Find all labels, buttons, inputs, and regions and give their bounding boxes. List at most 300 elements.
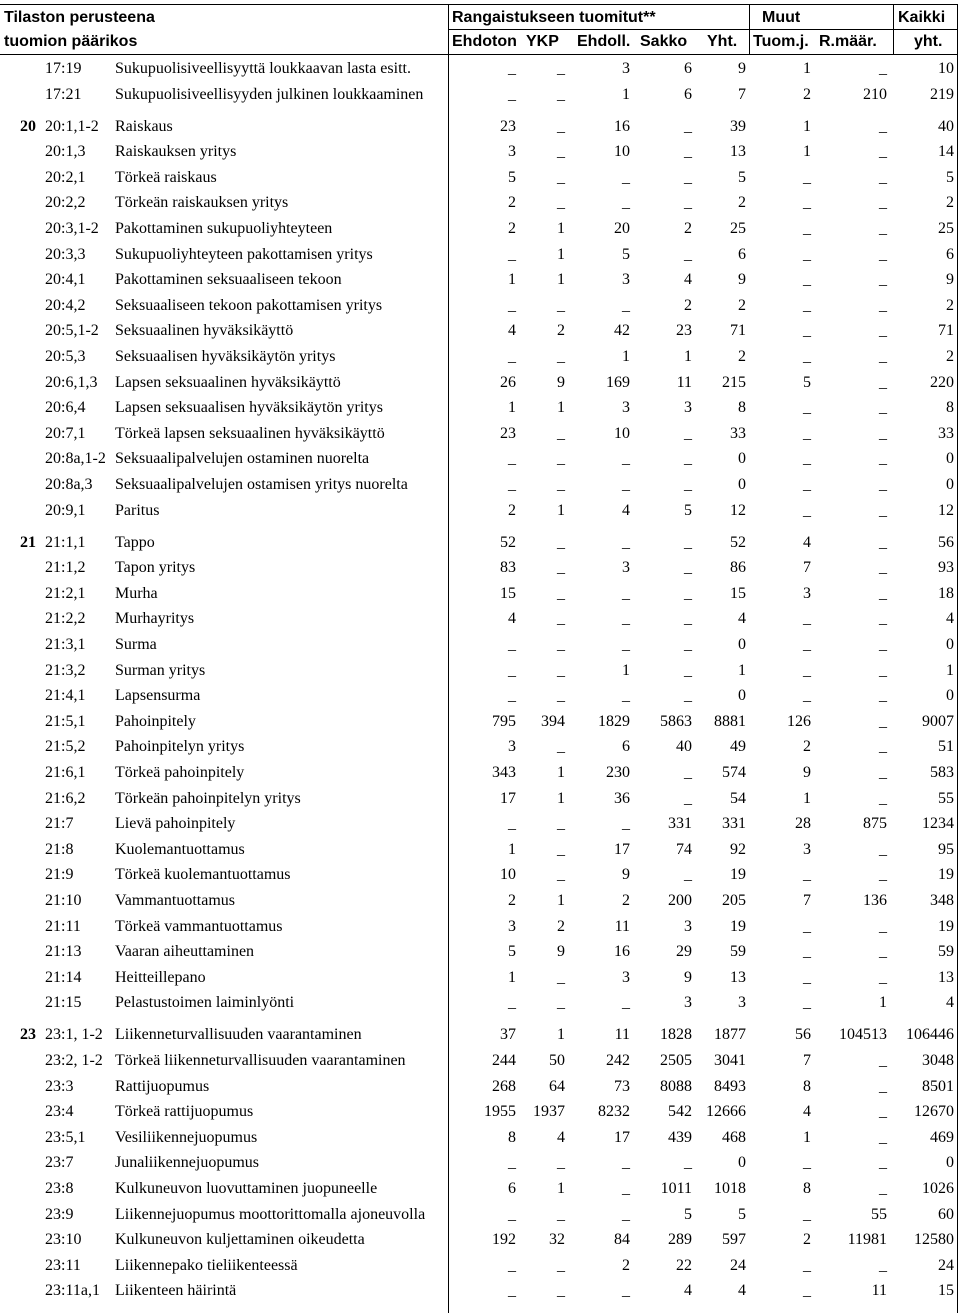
row-value: 574 (722, 764, 746, 781)
row-value: 2 (508, 194, 516, 212)
row-code: 21:5,1 (45, 712, 86, 730)
row-value: _ (557, 815, 565, 833)
row-value: 64 (549, 1077, 565, 1095)
row-value: 1 (557, 271, 565, 289)
row-value: 583 (930, 764, 954, 781)
row-value: _ (879, 866, 887, 884)
row-value: _ (803, 687, 811, 705)
table-row (0, 56, 960, 82)
row-value: _ (622, 610, 630, 628)
header-group-muut: Muut (762, 9, 801, 26)
row-value: 13 (938, 968, 954, 986)
column-divider-yht (749, 4, 750, 54)
row-value: 12 (730, 501, 746, 519)
row-value: 15 (500, 584, 516, 602)
row-value: 60 (938, 1205, 954, 1223)
row-value: 136 (863, 892, 887, 909)
row-value: 1 (622, 85, 630, 103)
row-value: _ (508, 1256, 516, 1274)
row-value: 3 (684, 917, 692, 935)
row-code: 17:21 (45, 85, 82, 103)
row-value: _ (879, 60, 887, 77)
row-value: _ (879, 1052, 887, 1069)
table-row (0, 82, 960, 108)
row-code: 21:6,2 (45, 789, 86, 807)
row-value: 5 (508, 943, 516, 961)
table-row (0, 344, 960, 370)
row-description: Törkeän raiskauksen yritys (115, 194, 289, 212)
row-code: 21:15 (45, 994, 82, 1012)
row-description: Liikennepako tieliikenteessä (115, 1256, 298, 1274)
row-value: 0 (946, 476, 954, 493)
row-value: 1 (557, 245, 565, 263)
row-code: 20:4,1 (45, 271, 86, 289)
row-value: _ (879, 424, 887, 442)
row-description: Seksuaalipalvelujen ostaminen nuorelta (115, 450, 370, 468)
row-value: 4 (803, 1103, 811, 1121)
row-value: _ (684, 533, 692, 551)
row-value: 169 (606, 373, 630, 391)
row-description: Kulkuneuvon kuljettaminen oikeudetta (115, 1231, 365, 1249)
row-value: _ (879, 296, 887, 314)
row-value: _ (508, 348, 516, 365)
row-code: 21:6,1 (45, 764, 86, 781)
row-value: 71 (938, 322, 954, 340)
row-value: 2 (738, 348, 746, 365)
row-value: _ (684, 866, 692, 884)
row-value: 597 (722, 1231, 746, 1249)
row-value: 8088 (660, 1077, 692, 1095)
row-value: _ (684, 245, 692, 263)
row-value: 0 (946, 636, 954, 653)
row-value: _ (803, 943, 811, 961)
row-value: _ (684, 687, 692, 705)
row-value: 2 (803, 85, 811, 103)
row-value: 205 (722, 892, 746, 909)
row-value: 18 (938, 584, 954, 602)
table-row (0, 862, 960, 888)
row-code: 21:5,2 (45, 738, 86, 756)
row-value: 8881 (714, 712, 746, 730)
row-value: 1 (803, 143, 811, 161)
row-value: _ (803, 348, 811, 365)
row-value: _ (803, 424, 811, 442)
row-value: 6 (684, 60, 692, 77)
row-value: 23 (676, 322, 692, 340)
row-value: 4 (946, 994, 954, 1012)
row-value: _ (803, 501, 811, 519)
row-value: 8 (803, 1077, 811, 1095)
row-code: 21:7 (45, 815, 74, 833)
table-row (0, 1022, 960, 1048)
row-value: 23 (500, 424, 516, 442)
row-code: 20:2,2 (45, 194, 86, 212)
table-row (0, 734, 960, 760)
row-code: 23:7 (45, 1154, 74, 1172)
table-row (0, 606, 960, 632)
row-code: 20:5,1-2 (45, 322, 99, 340)
row-value: _ (879, 943, 887, 961)
row-value: 25 (730, 220, 746, 237)
row-value: _ (803, 917, 811, 935)
row-value: 10 (614, 143, 630, 161)
table-header (0, 0, 960, 56)
row-value: _ (508, 296, 516, 314)
row-group: 20 (20, 117, 36, 135)
row-description: Törkeä pahoinpitely (115, 764, 245, 781)
row-value: _ (508, 815, 516, 833)
header-bottom-border (0, 54, 958, 55)
row-value: 2 (557, 917, 565, 935)
row-value: _ (879, 322, 887, 340)
row-value: 8501 (922, 1077, 954, 1095)
header-kaikki-yht: yht. (914, 33, 943, 50)
row-value: 1 (557, 892, 565, 909)
table-row (0, 1099, 960, 1125)
row-code: 20:8a,3 (45, 476, 93, 493)
header-ykp: YKP (526, 33, 559, 50)
row-value: _ (684, 168, 692, 186)
row-value: 24 (938, 1256, 954, 1274)
row-value: 11 (614, 917, 630, 935)
row-code: 17:19 (45, 60, 82, 77)
row-value: _ (879, 1180, 887, 1197)
table-row (0, 709, 960, 735)
row-value: _ (622, 476, 630, 493)
row-value: 7 (803, 1052, 811, 1069)
row-value: 5 (946, 168, 954, 186)
row-value: _ (557, 1154, 565, 1172)
table-row (0, 395, 960, 421)
row-value: 2 (946, 296, 954, 314)
row-value: 1018 (714, 1180, 746, 1197)
row-value: 49 (730, 738, 746, 756)
table-row (0, 555, 960, 581)
header-group-kaikki: Kaikki (898, 9, 946, 26)
row-value: 1 (803, 60, 811, 77)
row-value: 8 (803, 1180, 811, 1197)
header-tuomj: Tuom.j. (753, 33, 809, 50)
row-value: _ (557, 994, 565, 1012)
row-value: _ (684, 476, 692, 493)
row-value: 2 (508, 220, 516, 237)
row-value: _ (508, 245, 516, 263)
row-value: 5 (684, 1205, 692, 1223)
row-description: Törkeän pahoinpitelyn yritys (115, 789, 301, 807)
row-value: 3 (622, 399, 630, 417)
row-value: 6 (946, 245, 954, 263)
row-value: 1 (508, 840, 516, 858)
row-description: Lievä pahoinpitely (115, 815, 236, 833)
row-description: Sukupuolisiveellisyyttä loukkaavan lasta esitt. (115, 60, 411, 77)
row-description: Pelastustoimen laiminlyönti (115, 994, 295, 1012)
row-value: 1 (557, 764, 565, 781)
table-row (0, 1176, 960, 1202)
row-description: Liikenneturvallisuuden vaarantaminen (115, 1026, 362, 1044)
row-value: 39 (730, 117, 746, 135)
row-value: 9007 (922, 712, 954, 730)
row-value: 1 (684, 348, 692, 365)
row-value: _ (879, 738, 887, 756)
row-code: 23:11 (45, 1256, 81, 1274)
row-value: 1 (557, 1180, 565, 1197)
row-description: Törkeä liikenneturvallisuuden vaarantaminen (115, 1052, 406, 1069)
row-value: 106446 (906, 1026, 954, 1044)
row-value: _ (803, 220, 811, 237)
row-value: 6 (738, 245, 746, 263)
row-code: 20:9,1 (45, 501, 86, 519)
row-value: _ (684, 610, 692, 628)
row-value: _ (622, 168, 630, 186)
table-row (0, 216, 960, 242)
row-description: Tappo (115, 533, 155, 551)
row-value: 1 (508, 399, 516, 417)
table-row (0, 1150, 960, 1176)
row-value: 2 (738, 296, 746, 314)
row-value: 36 (614, 789, 630, 807)
row-value: _ (879, 117, 887, 135)
row-value: _ (508, 85, 516, 103)
row-value: _ (557, 738, 565, 756)
row-value: _ (557, 1282, 565, 1300)
row-value: 2 (622, 892, 630, 909)
row-value: _ (508, 476, 516, 493)
row-value: 210 (863, 85, 887, 103)
row-value: 1 (508, 271, 516, 289)
row-value: 12670 (914, 1103, 954, 1121)
row-value: 17 (500, 789, 516, 807)
row-value: _ (803, 1154, 811, 1172)
row-description: Pakottaminen seksuaaliseen tekoon (115, 271, 342, 289)
row-code: 21:8 (45, 840, 74, 858)
table-row (0, 1125, 960, 1151)
row-value: 32 (549, 1231, 565, 1249)
row-value: 33 (938, 424, 954, 442)
row-value: 1011 (660, 1180, 692, 1197)
table-row (0, 837, 960, 863)
row-value: 2 (684, 220, 692, 237)
row-value: _ (622, 584, 630, 602)
row-value: 1829 (598, 712, 630, 730)
row-value: 11 (614, 1026, 630, 1044)
row-value: 92 (730, 840, 746, 858)
row-value: 1 (557, 1026, 565, 1044)
row-description: Kuolemantuottamus (115, 840, 245, 858)
row-code: 21:3,2 (45, 661, 86, 679)
row-value: 2 (684, 296, 692, 314)
table-row (0, 581, 960, 607)
row-value: 289 (668, 1231, 692, 1249)
row-value: 8 (738, 399, 746, 417)
row-value: _ (557, 296, 565, 314)
row-value: _ (879, 143, 887, 161)
table-row (0, 1202, 960, 1228)
row-value: 1 (738, 661, 746, 679)
row-value: _ (879, 687, 887, 705)
row-description: Lapsensurma (115, 687, 201, 705)
row-value: _ (879, 610, 887, 628)
row-value: 242 (606, 1052, 630, 1069)
row-value: 9 (738, 60, 746, 77)
row-value: 8 (508, 1128, 516, 1146)
row-description: Paritus (115, 501, 160, 519)
row-value: 7 (738, 85, 746, 103)
row-value: _ (557, 968, 565, 986)
table-row (0, 990, 960, 1016)
row-value: _ (684, 424, 692, 442)
row-value: _ (508, 687, 516, 705)
row-value: 0 (946, 450, 954, 468)
row-code: 21:13 (45, 943, 82, 961)
row-value: 10 (938, 60, 954, 77)
row-value: 469 (930, 1128, 954, 1146)
row-value: 348 (930, 892, 954, 909)
row-value: 439 (668, 1128, 692, 1146)
table-row (0, 914, 960, 940)
row-value: _ (557, 85, 565, 103)
row-value: _ (879, 501, 887, 519)
row-value: _ (557, 840, 565, 858)
row-description: Sukupuolisiveellisyyden julkinen loukkaaminen (115, 85, 424, 103)
row-value: _ (803, 399, 811, 417)
row-value: _ (879, 399, 887, 417)
row-value: _ (879, 1077, 887, 1095)
row-value: _ (622, 533, 630, 551)
row-value: 3 (622, 271, 630, 289)
row-value: 1234 (922, 815, 954, 833)
row-value: 9 (557, 943, 565, 961)
table-row (0, 114, 960, 140)
row-code: 20:5,3 (45, 348, 86, 365)
row-value: 3 (803, 840, 811, 858)
row-value: 9 (803, 764, 811, 781)
row-value: 244 (492, 1052, 516, 1069)
row-value: 12666 (706, 1103, 746, 1121)
row-value: 3 (508, 738, 516, 756)
table-row (0, 421, 960, 447)
row-value: _ (557, 476, 565, 493)
row-value: 11 (676, 373, 692, 391)
row-value: 2 (946, 348, 954, 365)
row-value: _ (557, 450, 565, 468)
row-value: 23 (500, 117, 516, 135)
row-value: 52 (500, 533, 516, 551)
row-value: _ (557, 117, 565, 135)
row-value: _ (557, 661, 565, 679)
row-value: 4 (684, 271, 692, 289)
row-value: 3 (622, 559, 630, 577)
row-value: _ (879, 194, 887, 212)
row-value: _ (557, 143, 565, 161)
table-row (0, 760, 960, 786)
table-row (0, 267, 960, 293)
row-value: _ (684, 559, 692, 577)
row-value: 17 (614, 1128, 630, 1146)
row-value: 1 (879, 994, 887, 1012)
row-value: _ (879, 1154, 887, 1172)
table-row (0, 530, 960, 556)
row-code: 23:9 (45, 1205, 74, 1223)
row-value: 6 (684, 85, 692, 103)
row-value: _ (557, 424, 565, 442)
row-value: _ (508, 1154, 516, 1172)
row-value: 8493 (714, 1077, 746, 1095)
row-value: 3 (622, 968, 630, 986)
row-description: Murha (115, 584, 158, 602)
table-row (0, 293, 960, 319)
row-value: _ (879, 840, 887, 858)
row-value: _ (622, 194, 630, 212)
row-value: _ (879, 789, 887, 807)
row-value: _ (557, 866, 565, 884)
row-description: Törkeä lapsen seksuaalinen hyväksikäyttö (115, 424, 385, 442)
row-value: 4 (622, 501, 630, 519)
row-value: 2 (803, 738, 811, 756)
row-value: 5 (684, 501, 692, 519)
table-row (0, 139, 960, 165)
row-value: _ (557, 559, 565, 577)
row-value: _ (879, 245, 887, 263)
row-value: _ (622, 636, 630, 653)
row-value: 2 (557, 322, 565, 340)
row-value: 2 (622, 1256, 630, 1274)
row-value: 192 (492, 1231, 516, 1249)
row-code: 21:14 (45, 968, 82, 986)
row-description: Törkeä rattijuopumus (115, 1103, 254, 1121)
row-value: _ (684, 1154, 692, 1172)
row-value: 10 (614, 424, 630, 442)
row-code: 20:8a,1-2 (45, 450, 106, 468)
row-value: 19 (938, 917, 954, 935)
row-value: _ (684, 789, 692, 807)
row-value: _ (803, 866, 811, 884)
row-value: _ (684, 450, 692, 468)
row-value: 1 (622, 661, 630, 679)
row-value: 29 (676, 943, 692, 961)
row-value: 9 (946, 271, 954, 289)
row-value: 55 (871, 1205, 887, 1223)
row-value: _ (622, 815, 630, 833)
row-value: _ (508, 1282, 516, 1300)
row-value: _ (803, 450, 811, 468)
row-value: 59 (730, 943, 746, 961)
row-value: 0 (946, 687, 954, 705)
row-value: 71 (730, 322, 746, 340)
row-value: _ (803, 322, 811, 340)
row-value: 33 (730, 424, 746, 442)
table-row (0, 498, 960, 524)
row-value: _ (622, 687, 630, 705)
table-row (0, 165, 960, 191)
row-value: 215 (722, 373, 746, 391)
row-value: 7 (803, 559, 811, 577)
row-value: 22 (676, 1256, 692, 1274)
row-description: Lapsen seksuaalinen hyväksikäyttö (115, 373, 341, 391)
table-row (0, 1278, 960, 1304)
row-value: 9 (622, 866, 630, 884)
row-description: Liikennejuopumus moottorittomalla ajoneuvolla (115, 1205, 426, 1223)
row-code: 20:2,1 (45, 168, 86, 186)
row-value: 3 (684, 994, 692, 1012)
row-value: _ (879, 661, 887, 679)
row-value: 3 (684, 399, 692, 417)
row-value: 8232 (598, 1103, 630, 1121)
row-value: _ (803, 476, 811, 493)
row-value: _ (684, 661, 692, 679)
row-value: _ (622, 1180, 630, 1197)
row-value: _ (557, 610, 565, 628)
row-code: 20:6,4 (45, 399, 86, 417)
